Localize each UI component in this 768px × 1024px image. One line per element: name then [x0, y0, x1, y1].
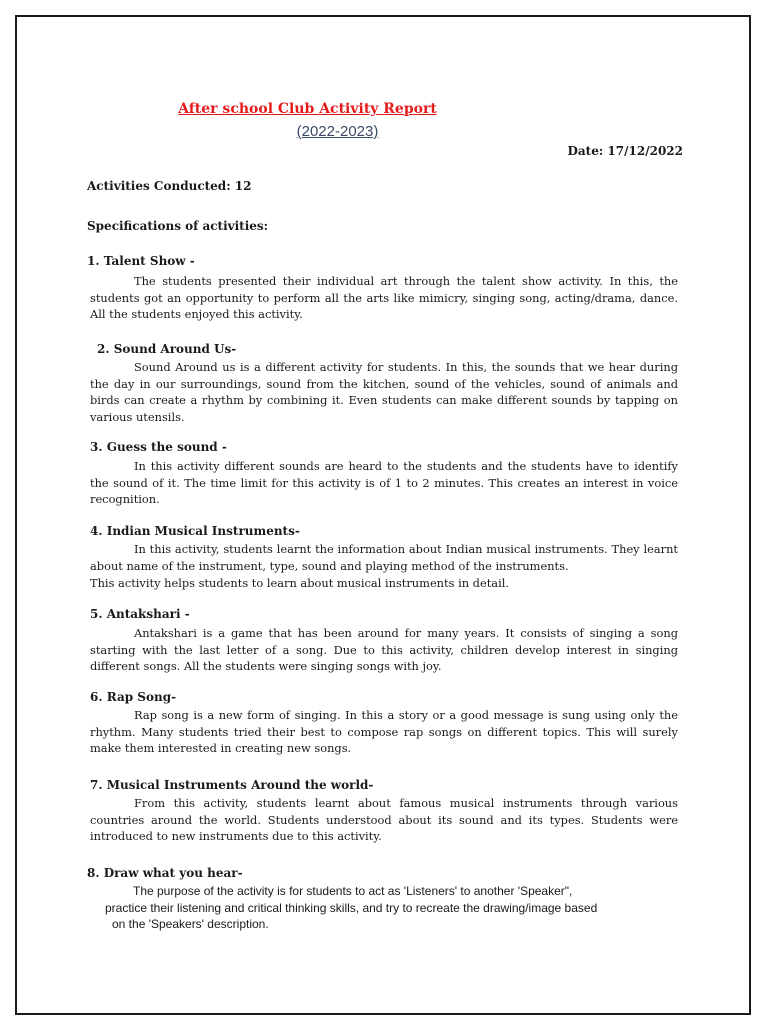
activity-text-8 — [105, 883, 685, 933]
activity-heading-5: 5. Antakshari - — [90, 607, 190, 621]
activity-heading-2: 2. Sound Around Us- — [97, 342, 237, 356]
report-year: (2022-2023) — [296, 123, 379, 140]
activity-heading-7: 7. Musical Instruments Around the world- — [90, 778, 374, 792]
page-border — [15, 15, 751, 1015]
activity-heading-6: 6. Rap Song- — [90, 690, 177, 704]
activity-text-1: The students presented their individual art through the talent show activity. In this, the students got an opportunity to perform all the arts like mimicry, singing song, acting/drama, dance. All the students enjoyed this activity. — [90, 274, 678, 322]
activity-text-4: In this activity, students learnt the information about Indian musical instruments. They learnt about name of the instrument, type, sound and playing method of the instruments. — [90, 542, 678, 573]
report-title: After school Club Activity Report — [178, 101, 437, 117]
activity-text-2: Sound Around us is a different activity for students. In this, the sounds that we hear during the day in our surroundings, sound from the kitchen, sound of the vehicles, sound of animals and birds can create a rhythm by combining it. Even students can make different sounds by tapping on various utensils. — [90, 360, 678, 424]
specs-heading: Specifications of activities: — [87, 219, 269, 233]
activity-8-line-2: practice their listening and critical thinking skills, and try to recreate the drawing/image based — [105, 900, 598, 915]
activity-heading-4: 4. Indian Musical Instruments- — [90, 524, 300, 538]
activity-heading-8: 8. Draw what you hear- — [87, 866, 243, 880]
activity-text-7: From this activity, students learnt about famous musical instruments through various countries around the world. Students understood about its sound and its types. Students were introduced to new instruments due to this activity. — [90, 796, 678, 844]
activity-8-line-1: The purpose of the activity is for students to act as 'Listeners' to another 'Speaker", — [133, 884, 573, 898]
activity-text-5: Antakshari is a game that has been around for many years. It consists of singing a song starting with the last letter of a song. Due to this activity, children develop interest in singing different songs. All the students were singing songs with joy. — [90, 626, 678, 674]
activity-heading-1: 1. Talent Show - — [87, 254, 195, 268]
activity-text-4b: This activity helps students to learn about musical instruments in detail. — [90, 576, 509, 590]
activities-conducted: Activities Conducted: 12 — [87, 179, 252, 193]
report-date: Date: 17/12/2022 — [567, 144, 683, 158]
activity-8-line-3: on the 'Speakers' description. — [112, 917, 269, 931]
activity-heading-3: 3. Guess the sound - — [90, 440, 227, 454]
activity-text-3: In this activity different sounds are heard to the students and the students have to identify the sound of it. The time limit for this activity is of 1 to 2 minutes. This creates an interest in voice recognition. — [90, 459, 678, 507]
activity-text-6: Rap song is a new form of singing. In this a story or a good message is sung using only the rhythm. Many students tried their best to compose rap songs on different topics. This will surely make them interested in creating new songs. — [90, 708, 678, 756]
